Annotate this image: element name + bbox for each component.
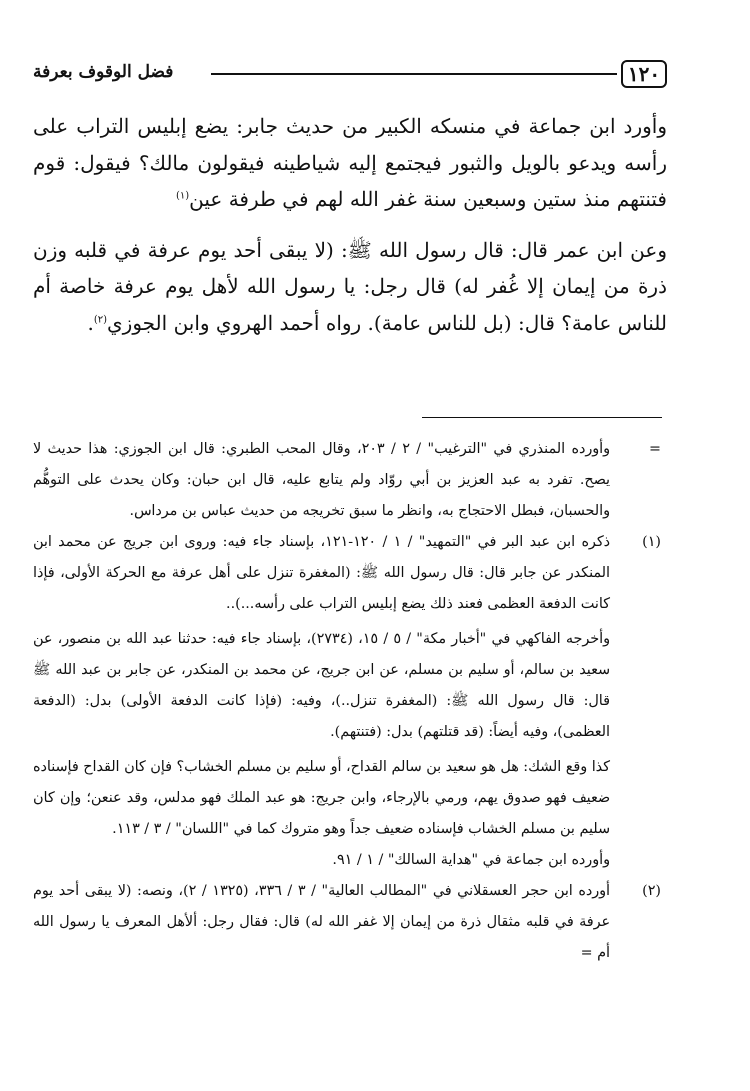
footnote-text: ذكره ابن عبد البر في "التمهيد" / ١ / ١٢٠-١٢١، بإسناد جاء فيه: وروى ابن جريج عن محمد ابن المنكدر عن جابر قال: قال رسول الله ﷺ: (المغفرة تنزل على أهل عرفة مع الحركة الأولى، فإذا كانت الدفعة العظمى فعند ذلك يضع إبليس التراب على رأسه...).. <box>33 534 610 612</box>
footnote-continuation <box>33 434 667 527</box>
header-rule <box>211 73 617 75</box>
main-paragraph-text: وعن ابن عمر قال: قال رسول الله ﷺ: (لا يبقى أحد يوم عرفة في قلبه وزن ذرة من إيمان إلا غُفر له) قال رجل: يا رسول الله لأهل يوم عرفة خاصة أم للناس عامة؟ قال: (بل للناس عامة). رواه أحمد الهروي وابن الجوزي <box>33 237 667 335</box>
footnote-separator <box>422 417 662 418</box>
main-text <box>33 108 667 341</box>
footnote-text: وأورده ابن جماعة في "هداية السالك" / ١ / ٩١. <box>332 852 610 868</box>
footnote-1 <box>33 527 667 876</box>
footnote-marker: (٢) <box>642 883 661 899</box>
footnote-text: كذا وقع الشك: هل هو سعيد بن سالم القداح، أو سليم بن مسلم الخشاب؟ فإن كان القداح فإسناده ضعيف فهو صدوق يهم، ورمي بالإرجاء، وابن جريج: هو عبد الملك فهو مدلس، وقد عنعن؛ وإن كان سليم بن مسلم الخشاب فإسناده ضعيف جداً وهو متروك كما في "اللسان" / ٣ / ١١٣. <box>33 759 610 837</box>
main-paragraph <box>33 232 667 342</box>
footnote-text: وأورده المنذري في "الترغيب" / ٢ / ٢٠٣، وقال المحب الطبري: قال ابن الجوزي: هذا حديث لا يصح. تفرد به عبد العزيز بن أبي روّاد ولم يتابع عليه، قال ابن حبان: وكان يحدث على التوهُّم والحسبان، فبطل الاحتجاج به، وانظر ما سبق تخريجه من حديث عباس بن مرداس. <box>33 441 611 519</box>
footnote-reference[interactable]: (١) <box>175 190 190 202</box>
footnote-text: أورده ابن حجر العسقلاني في "المطالب العالية" / ٣ / ٣٣٦، (١٣٢٥ / ٢)، ونصه: (لا يبقى أحد يوم عرفة في قلبه مثقال ذرة من إيمان إلا غفر الله له) قال: فقال رجل: ألأهل المعرف يا رسول الله أم = <box>33 883 611 961</box>
footnote-2 <box>33 876 667 969</box>
continuation-marker: = <box>649 441 661 457</box>
footnote-reference[interactable]: (٢) <box>93 313 107 325</box>
footnote-text: وأخرجه الفاكهي في "أخبار مكة" / ٥ / ١٥، (٢٧٣٤)، بإسناد جاء فيه: حدثنا عبد الله بن منصور، عن سعيد بن سالم، أو سليم بن مسلم، عن ابن جريج، عن محمد بن المنكدر، عن جابر بن عبد الله ﷺ قال: قال رسول الله ﷺ: (المغفرة تنزل..)، وفيه: (فإذا كانت الدفعة الأولى) بدل: (الدفعة العظمى)، وفيه أيضاً: (قد قتلتهم) بدل: (فتنتهم). <box>33 631 610 740</box>
main-paragraph-text: وأورد ابن جماعة في منسكه الكبير من حديث جابر: يضع إبليس التراب على رأسه ويدعو بالويل والثبور فيجتمع إليه شياطينه فيقولون مالك؟ فيقول: قوم فتنتهم منذ ستين وسبعين سنة غفر الله لهم في طرفة عين <box>33 114 667 211</box>
page-header <box>33 60 667 90</box>
main-paragraph-end: . <box>87 310 94 335</box>
footnote-marker: (١) <box>642 534 661 550</box>
main-paragraph <box>33 108 667 218</box>
page-number: ١٢٠ <box>621 60 667 88</box>
running-title: فضل الوقوف بعرفة <box>33 62 174 82</box>
footnotes <box>33 434 667 969</box>
